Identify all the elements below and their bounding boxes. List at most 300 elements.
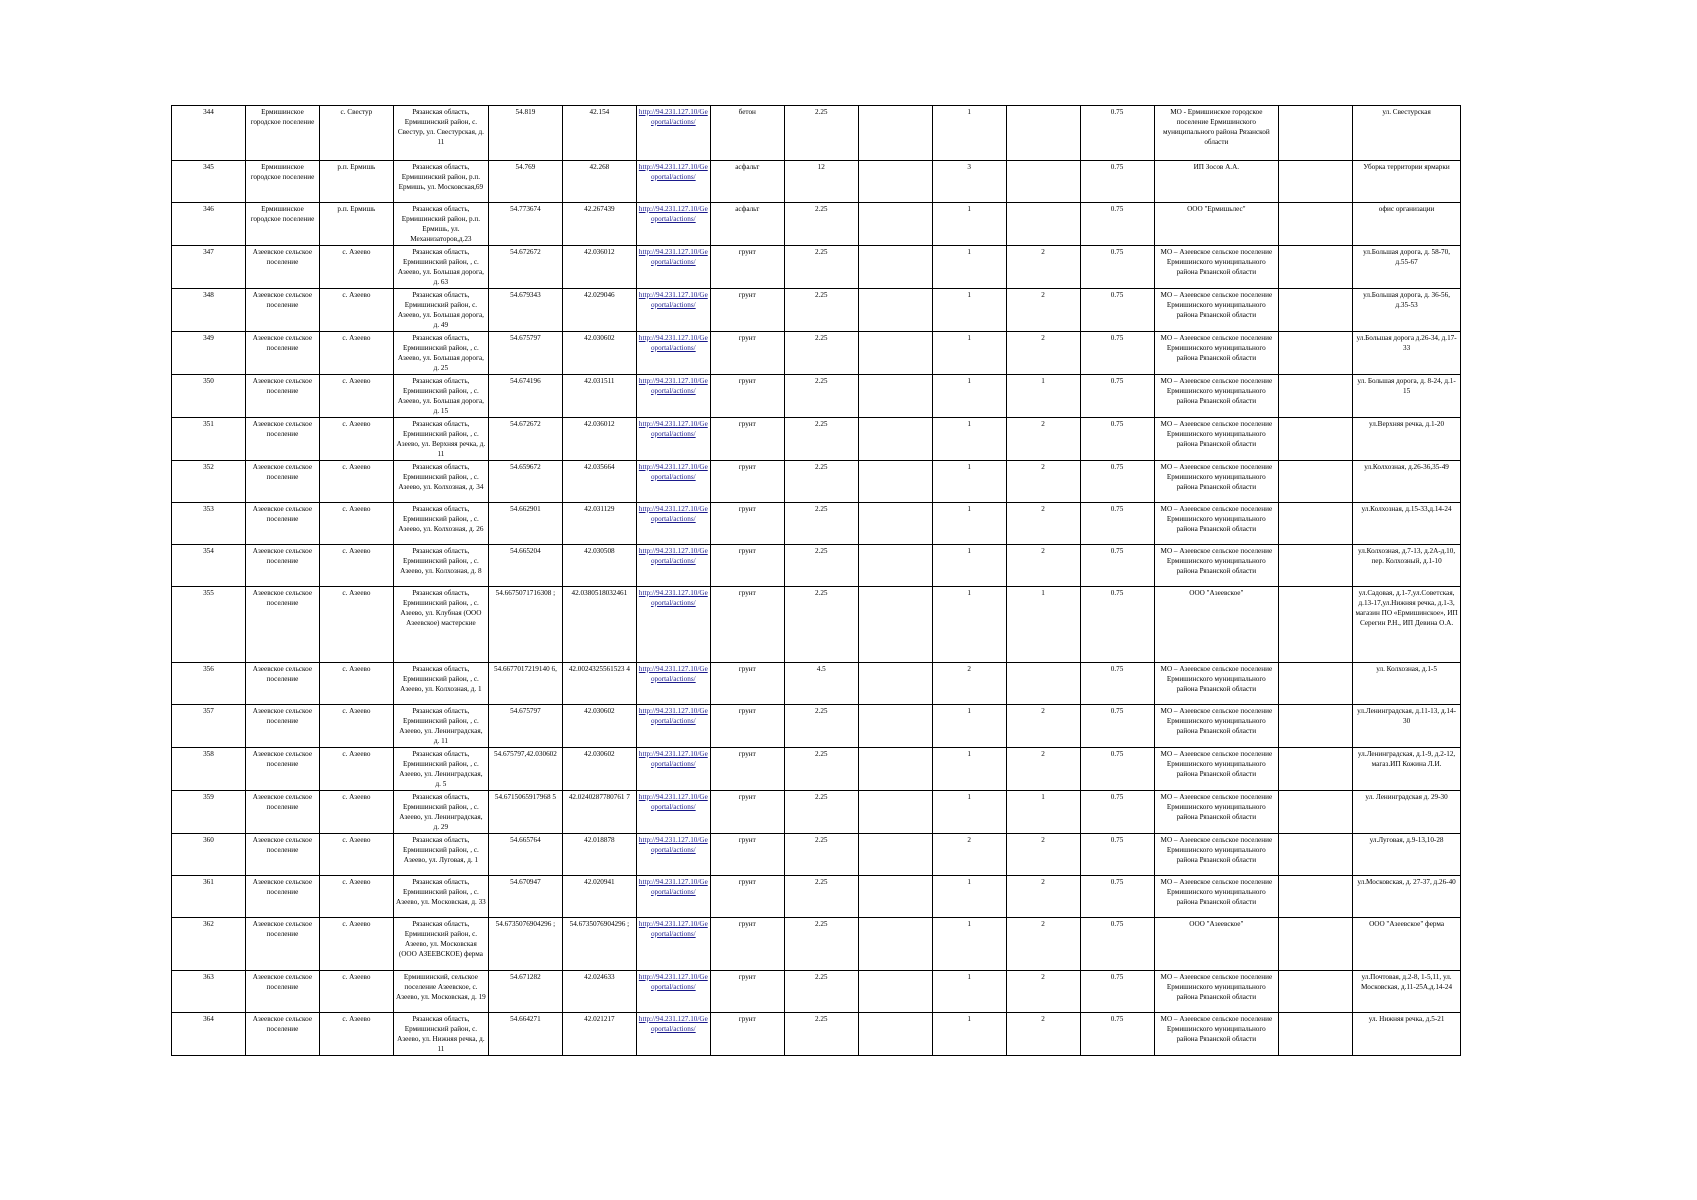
- geoportal-link-cell: [636, 461, 710, 503]
- container-count-cell: 1: [932, 876, 1006, 918]
- longitude-cell: 42.0024325561523 4: [562, 663, 636, 705]
- table-body: [172, 106, 1461, 1056]
- container-count-cell: 1: [932, 289, 1006, 332]
- owner-cell: ООО "Азеевское": [1154, 587, 1279, 663]
- latitude-cell: 54.670947: [488, 876, 562, 918]
- surface-cell: грунт: [710, 332, 784, 375]
- locality-cell: с. Свестур: [319, 106, 393, 161]
- latitude-cell: 54.671282: [488, 971, 562, 1013]
- planned-count-cell: [1006, 663, 1080, 705]
- settlement-cell: Азеевское сельское поселение: [245, 332, 319, 375]
- settlement-cell: Азеевское сельское поселение: [245, 748, 319, 791]
- settlement-cell: Ермишинское городское поселение: [245, 161, 319, 203]
- owner-cell: МО – Азеевское сельское поселение Ермишинского муниципального района Рязанской области: [1154, 876, 1279, 918]
- table-row: [172, 203, 1461, 246]
- extra-cell: [1279, 203, 1353, 246]
- longitude-cell: 42.031129: [562, 503, 636, 545]
- surface-cell: грунт: [710, 971, 784, 1013]
- geoportal-link[interactable]: http://94.231.127.10/Geoportal/actions/: [638, 750, 708, 768]
- surface-cell: грунт: [710, 587, 784, 663]
- settlement-cell: Азеевское сельское поселение: [245, 587, 319, 663]
- volume-cell: 0.75: [1080, 203, 1154, 246]
- planned-count-cell: 2: [1006, 918, 1080, 971]
- row-number: 345: [172, 161, 246, 203]
- table-row: [172, 161, 1461, 203]
- extra-cell: [858, 834, 932, 876]
- container-count-cell: 1: [932, 418, 1006, 461]
- table-row: [172, 503, 1461, 545]
- longitude-cell: 42.036012: [562, 418, 636, 461]
- extra-cell: [1279, 791, 1353, 834]
- owner-cell: МО – Азеевское сельское поселение Ермишинского муниципального района Рязанской области: [1154, 418, 1279, 461]
- surface-cell: грунт: [710, 503, 784, 545]
- longitude-cell: 42.030602: [562, 332, 636, 375]
- planned-count-cell: 2: [1006, 246, 1080, 289]
- table-row: [172, 461, 1461, 503]
- owner-cell: МО – Азеевское сельское поселение Ермишинского муниципального района Рязанской области: [1154, 246, 1279, 289]
- volume-cell: 0.75: [1080, 918, 1154, 971]
- extra-cell: [858, 203, 932, 246]
- latitude-cell: 54.674196: [488, 375, 562, 418]
- row-number: 357: [172, 705, 246, 748]
- surface-cell: грунт: [710, 834, 784, 876]
- extra-cell: [1279, 161, 1353, 203]
- surface-cell: грунт: [710, 791, 784, 834]
- geoportal-link[interactable]: http://94.231.127.10/Geoportal/actions/: [638, 793, 708, 811]
- extra-cell: [858, 246, 932, 289]
- longitude-cell: 42.0240287780761 7: [562, 791, 636, 834]
- extra-cell: [1279, 587, 1353, 663]
- geoportal-link-cell: [636, 791, 710, 834]
- row-number: 352: [172, 461, 246, 503]
- container-count-cell: 1: [932, 246, 1006, 289]
- planned-count-cell: 2: [1006, 971, 1080, 1013]
- surface-cell: грунт: [710, 748, 784, 791]
- source-cell: ул.Большая дорога д.26-34, д.17-33: [1353, 332, 1461, 375]
- table-row: [172, 971, 1461, 1013]
- longitude-cell: 42.031511: [562, 375, 636, 418]
- longitude-cell: 42.154: [562, 106, 636, 161]
- row-number: 344: [172, 106, 246, 161]
- area-cell: 2.25: [784, 461, 858, 503]
- latitude-cell: 54.672672: [488, 418, 562, 461]
- settlement-cell: Азеевское сельское поселение: [245, 971, 319, 1013]
- area-cell: 2.25: [784, 587, 858, 663]
- address-cell: Рязанская область, Ермишинский район, р.п. Ермишь, ул. Московская,69: [393, 161, 488, 203]
- table-row: [172, 246, 1461, 289]
- source-cell: ООО "Азеевское" ферма: [1353, 918, 1461, 971]
- latitude-cell: 54.819: [488, 106, 562, 161]
- extra-cell: [1279, 461, 1353, 503]
- locality-cell: р.п. Ермишь: [319, 203, 393, 246]
- source-cell: ул. Свестурская: [1353, 106, 1461, 161]
- row-number: 358: [172, 748, 246, 791]
- source-cell: Уборка территории ярмарки: [1353, 161, 1461, 203]
- geoportal-link[interactable]: http://94.231.127.10/Geoportal/actions/: [638, 334, 708, 352]
- row-number: 351: [172, 418, 246, 461]
- extra-cell: [858, 663, 932, 705]
- locality-cell: с. Азеево: [319, 971, 393, 1013]
- locality-cell: с. Азеево: [319, 1013, 393, 1056]
- container-count-cell: 1: [932, 1013, 1006, 1056]
- surface-cell: грунт: [710, 418, 784, 461]
- geoportal-link[interactable]: http://94.231.127.10/Geoportal/actions/: [638, 707, 708, 725]
- geoportal-link[interactable]: http://94.231.127.10/Geoportal/actions/: [638, 108, 708, 126]
- address-cell: Рязанская область, Ермишинский район, , с. Азеево, ул. Большая дорога, д. 63: [393, 246, 488, 289]
- source-cell: ул.Садовая, д.1-7,ул.Советская, д.13-17,ул.Нижняя речка, д.1-3, магазин ПО «Ермишинское», ИП Серегин Р.Н., ИП Девина О.А.: [1353, 587, 1461, 663]
- row-number: 346: [172, 203, 246, 246]
- owner-cell: МО – Азеевское сельское поселение Ермишинского муниципального района Рязанской области: [1154, 545, 1279, 587]
- geoportal-link-cell: [636, 289, 710, 332]
- owner-cell: МО – Азеевское сельское поселение Ермишинского муниципального района Рязанской области: [1154, 971, 1279, 1013]
- container-count-cell: 1: [932, 203, 1006, 246]
- owner-cell: ИП Зосов А.А.: [1154, 161, 1279, 203]
- latitude-cell: 54.665764: [488, 834, 562, 876]
- area-cell: 2.25: [784, 418, 858, 461]
- address-cell: Рязанская область, Ермишинский район, с. Свестур, ул. Свестурская, д. 11: [393, 106, 488, 161]
- geoportal-link[interactable]: http://94.231.127.10/Geoportal/actions/: [638, 291, 708, 309]
- locality-cell: с. Азеево: [319, 289, 393, 332]
- locality-cell: с. Азеево: [319, 834, 393, 876]
- row-number: 349: [172, 332, 246, 375]
- table-row: [172, 106, 1461, 161]
- row-number: 347: [172, 246, 246, 289]
- latitude-cell: 54.679343: [488, 289, 562, 332]
- extra-cell: [858, 971, 932, 1013]
- extra-cell: [858, 876, 932, 918]
- settlement-cell: Азеевское сельское поселение: [245, 289, 319, 332]
- address-cell: Рязанская область, Ермишинский район, , с. Азеево, ул. Клубная (ООО Азеевское) мастерские: [393, 587, 488, 663]
- settlement-cell: Азеевское сельское поселение: [245, 246, 319, 289]
- volume-cell: 0.75: [1080, 971, 1154, 1013]
- source-cell: ул.Московская, д. 27-37, д.26-40: [1353, 876, 1461, 918]
- source-cell: ул. Нижняя речка, д.5-21: [1353, 1013, 1461, 1056]
- source-cell: ул.Ленинградская, д.1-9, д.2-12, магаз.ИП Кожина Л.И.: [1353, 748, 1461, 791]
- settlement-cell: Азеевское сельское поселение: [245, 461, 319, 503]
- address-cell: Рязанская область, Ермишинский район, с. Азеево, ул. Московская (ООО АЗЕЕВСКОЕ) ферма: [393, 918, 488, 971]
- surface-cell: грунт: [710, 705, 784, 748]
- longitude-cell: 42.024633: [562, 971, 636, 1013]
- row-number: 350: [172, 375, 246, 418]
- row-number: 360: [172, 834, 246, 876]
- volume-cell: 0.75: [1080, 1013, 1154, 1056]
- geoportal-link-cell: [636, 545, 710, 587]
- latitude-cell: 54.665204: [488, 545, 562, 587]
- planned-count-cell: [1006, 203, 1080, 246]
- extra-cell: [1279, 748, 1353, 791]
- volume-cell: 0.75: [1080, 289, 1154, 332]
- container-count-cell: 1: [932, 918, 1006, 971]
- longitude-cell: 42.030508: [562, 545, 636, 587]
- address-cell: Рязанская область, Ермишинский район, , с. Азеево, ул. Верхняя речка, д. 11: [393, 418, 488, 461]
- latitude-cell: 54.773674: [488, 203, 562, 246]
- settlement-cell: Азеевское сельское поселение: [245, 418, 319, 461]
- planned-count-cell: 2: [1006, 748, 1080, 791]
- geoportal-link[interactable]: http://94.231.127.10/Geoportal/actions/: [638, 547, 708, 565]
- container-count-cell: 1: [932, 503, 1006, 545]
- surface-cell: грунт: [710, 289, 784, 332]
- planned-count-cell: 2: [1006, 834, 1080, 876]
- geoportal-link[interactable]: http://94.231.127.10/Geoportal/actions/: [638, 973, 708, 991]
- geoportal-link[interactable]: http://94.231.127.10/Geoportal/actions/: [638, 205, 708, 223]
- extra-cell: [858, 418, 932, 461]
- area-cell: 2.25: [784, 705, 858, 748]
- container-count-cell: 1: [932, 545, 1006, 587]
- area-cell: 2.25: [784, 748, 858, 791]
- geoportal-link-cell: [636, 418, 710, 461]
- address-cell: Рязанская область, Ермишинский район, , с. Азеево, ул. Ленинградская, д. 11: [393, 705, 488, 748]
- geoportal-link[interactable]: http://94.231.127.10/Geoportal/actions/: [638, 505, 708, 523]
- geoportal-link-cell: [636, 663, 710, 705]
- geoportal-link[interactable]: http://94.231.127.10/Geoportal/actions/: [638, 836, 708, 854]
- latitude-cell: 54.6735076904296 ;: [488, 918, 562, 971]
- area-cell: 2.25: [784, 106, 858, 161]
- container-count-cell: 2: [932, 834, 1006, 876]
- extra-cell: [1279, 106, 1353, 161]
- surface-cell: грунт: [710, 246, 784, 289]
- surface-cell: грунт: [710, 461, 784, 503]
- owner-cell: МО – Азеевское сельское поселение Ермишинского муниципального района Рязанской области: [1154, 748, 1279, 791]
- geoportal-link[interactable]: http://94.231.127.10/Geoportal/actions/: [638, 248, 708, 266]
- source-cell: ул.Луговая, д.9-13,10-28: [1353, 834, 1461, 876]
- locality-cell: с. Азеево: [319, 332, 393, 375]
- settlement-cell: Азеевское сельское поселение: [245, 791, 319, 834]
- geoportal-link[interactable]: http://94.231.127.10/Geoportal/actions/: [638, 377, 708, 395]
- area-cell: 2.25: [784, 289, 858, 332]
- geoportal-link-cell: [636, 203, 710, 246]
- latitude-cell: 54.6677017219140 6,: [488, 663, 562, 705]
- area-cell: 2.25: [784, 503, 858, 545]
- volume-cell: 0.75: [1080, 461, 1154, 503]
- geoportal-link-cell: [636, 375, 710, 418]
- geoportal-link-cell: [636, 161, 710, 203]
- row-number: 361: [172, 876, 246, 918]
- address-cell: Рязанская область, Ермишинский район, , с. Азеево, ул. Ленинградская, д. 29: [393, 791, 488, 834]
- geoportal-link[interactable]: http://94.231.127.10/Geoportal/actions/: [638, 920, 708, 938]
- extra-cell: [1279, 663, 1353, 705]
- extra-cell: [1279, 918, 1353, 971]
- address-cell: Ермишинский, сельское поселение Азеевское, с. Азеево, ул. Московская, д. 19: [393, 971, 488, 1013]
- locality-cell: с. Азеево: [319, 461, 393, 503]
- container-count-cell: 1: [932, 971, 1006, 1013]
- row-number: 354: [172, 545, 246, 587]
- container-count-cell: 1: [932, 748, 1006, 791]
- extra-cell: [858, 587, 932, 663]
- latitude-cell: 54.662901: [488, 503, 562, 545]
- extra-cell: [858, 332, 932, 375]
- planned-count-cell: 2: [1006, 289, 1080, 332]
- volume-cell: 0.75: [1080, 705, 1154, 748]
- extra-cell: [858, 705, 932, 748]
- planned-count-cell: 1: [1006, 791, 1080, 834]
- container-count-cell: 1: [932, 461, 1006, 503]
- settlement-cell: Азеевское сельское поселение: [245, 375, 319, 418]
- source-cell: ул.Колхозная, д.26-36,35-49: [1353, 461, 1461, 503]
- owner-cell: МО – Азеевское сельское поселение Ермишинского муниципального района Рязанской области: [1154, 375, 1279, 418]
- settlement-cell: Азеевское сельское поселение: [245, 918, 319, 971]
- latitude-cell: 54.675797,42.030602: [488, 748, 562, 791]
- table-row: [172, 545, 1461, 587]
- latitude-cell: 54.659672: [488, 461, 562, 503]
- geoportal-link[interactable]: http://94.231.127.10/Geoportal/actions/: [638, 665, 708, 683]
- locality-cell: с. Азеево: [319, 748, 393, 791]
- extra-cell: [1279, 503, 1353, 545]
- row-number: 356: [172, 663, 246, 705]
- owner-cell: МО – Азеевское сельское поселение Ермишинского муниципального района Рязанской области: [1154, 705, 1279, 748]
- address-cell: Рязанская область, Ермишинский район, , с. Азеево, ул. Колхозная, д. 8: [393, 545, 488, 587]
- area-cell: 2.25: [784, 876, 858, 918]
- table-row: [172, 332, 1461, 375]
- source-cell: ул.Верхняя речка, д.1-20: [1353, 418, 1461, 461]
- latitude-cell: 54.672672: [488, 246, 562, 289]
- geoportal-link-cell: [636, 918, 710, 971]
- geoportal-link[interactable]: http://94.231.127.10/Geoportal/actions/: [638, 589, 708, 607]
- extra-cell: [858, 375, 932, 418]
- owner-cell: МО – Азеевское сельское поселение Ермишинского муниципального района Рязанской области: [1154, 663, 1279, 705]
- table-row: [172, 918, 1461, 971]
- longitude-cell: 54.6735076904296 ;: [562, 918, 636, 971]
- longitude-cell: 42.029046: [562, 289, 636, 332]
- locality-cell: с. Азеево: [319, 503, 393, 545]
- volume-cell: 0.75: [1080, 791, 1154, 834]
- planned-count-cell: [1006, 106, 1080, 161]
- longitude-cell: 42.030602: [562, 748, 636, 791]
- area-cell: 2.25: [784, 332, 858, 375]
- area-cell: 2.25: [784, 203, 858, 246]
- source-cell: ул.Большая дорога, д. 36-56, д.35-53: [1353, 289, 1461, 332]
- surface-cell: бетон: [710, 106, 784, 161]
- row-number: 348: [172, 289, 246, 332]
- locality-cell: с. Азеево: [319, 918, 393, 971]
- planned-count-cell: 2: [1006, 1013, 1080, 1056]
- geoportal-link[interactable]: http://94.231.127.10/Geoportal/actions/: [638, 163, 708, 181]
- locality-cell: с. Азеево: [319, 876, 393, 918]
- locality-cell: с. Азеево: [319, 663, 393, 705]
- longitude-cell: 42.268: [562, 161, 636, 203]
- table-row: [172, 375, 1461, 418]
- surface-cell: грунт: [710, 375, 784, 418]
- longitude-cell: 42.267439: [562, 203, 636, 246]
- latitude-cell: 54.675797: [488, 332, 562, 375]
- source-cell: ул. Большая дорога, д. 8-24, д.1-15: [1353, 375, 1461, 418]
- volume-cell: 0.75: [1080, 246, 1154, 289]
- geoportal-link-cell: [636, 106, 710, 161]
- volume-cell: 0.75: [1080, 332, 1154, 375]
- table-row: [172, 663, 1461, 705]
- geoportal-link-cell: [636, 748, 710, 791]
- registry-table: [171, 105, 1461, 1056]
- longitude-cell: 42.035664: [562, 461, 636, 503]
- longitude-cell: 42.0380518032461: [562, 587, 636, 663]
- table-row: [172, 587, 1461, 663]
- geoportal-link-cell: [636, 587, 710, 663]
- surface-cell: грунт: [710, 1013, 784, 1056]
- geoportal-link-cell: [636, 503, 710, 545]
- address-cell: Рязанская область, Ермишинский район, , с. Азеево, ул. Колхозная, д. 34: [393, 461, 488, 503]
- source-cell: ул.Большая дорога, д. 58-70, д.55-67: [1353, 246, 1461, 289]
- locality-cell: с. Азеево: [319, 418, 393, 461]
- extra-cell: [858, 461, 932, 503]
- planned-count-cell: 2: [1006, 705, 1080, 748]
- address-cell: Рязанская область, Ермишинский район, р.п. Ермишь, ул. Механизаторов,д.23: [393, 203, 488, 246]
- owner-cell: МО - Ермишинское городское поселение Ермишинского муниципального района Рязанской области: [1154, 106, 1279, 161]
- area-cell: 2.25: [784, 545, 858, 587]
- container-count-cell: 1: [932, 587, 1006, 663]
- extra-cell: [1279, 289, 1353, 332]
- area-cell: 2.25: [784, 1013, 858, 1056]
- table-row: [172, 834, 1461, 876]
- settlement-cell: Ермишинское городское поселение: [245, 106, 319, 161]
- geoportal-link[interactable]: http://94.231.127.10/Geoportal/actions/: [638, 878, 708, 896]
- longitude-cell: 42.030602: [562, 705, 636, 748]
- surface-cell: грунт: [710, 918, 784, 971]
- settlement-cell: Азеевское сельское поселение: [245, 1013, 319, 1056]
- geoportal-link-cell: [636, 246, 710, 289]
- extra-cell: [1279, 418, 1353, 461]
- geoportal-link-cell: [636, 705, 710, 748]
- surface-cell: асфальт: [710, 161, 784, 203]
- surface-cell: грунт: [710, 663, 784, 705]
- address-cell: Рязанская область, Ермишинский район, , с. Азеево, ул. Московская, д. 33: [393, 876, 488, 918]
- owner-cell: МО – Азеевское сельское поселение Ермишинского муниципального района Рязанской области: [1154, 461, 1279, 503]
- source-cell: офис организации: [1353, 203, 1461, 246]
- geoportal-link[interactable]: http://94.231.127.10/Geoportal/actions/: [638, 1015, 708, 1033]
- extra-cell: [858, 791, 932, 834]
- container-count-cell: 1: [932, 332, 1006, 375]
- address-cell: Рязанская область, Ермишинский район, , с. Азеево, ул. Большая дорога, д. 25: [393, 332, 488, 375]
- geoportal-link[interactable]: http://94.231.127.10/Geoportal/actions/: [638, 463, 708, 481]
- locality-cell: с. Азеево: [319, 587, 393, 663]
- planned-count-cell: 2: [1006, 503, 1080, 545]
- planned-count-cell: 1: [1006, 375, 1080, 418]
- container-count-cell: 1: [932, 705, 1006, 748]
- extra-cell: [858, 545, 932, 587]
- extra-cell: [1279, 545, 1353, 587]
- extra-cell: [1279, 876, 1353, 918]
- container-count-cell: 1: [932, 375, 1006, 418]
- settlement-cell: Азеевское сельское поселение: [245, 545, 319, 587]
- longitude-cell: 42.021217: [562, 1013, 636, 1056]
- owner-cell: ООО "Ермишьлес": [1154, 203, 1279, 246]
- planned-count-cell: [1006, 161, 1080, 203]
- extra-cell: [858, 161, 932, 203]
- volume-cell: 0.75: [1080, 748, 1154, 791]
- row-number: 362: [172, 918, 246, 971]
- locality-cell: с. Азеево: [319, 545, 393, 587]
- surface-cell: грунт: [710, 545, 784, 587]
- owner-cell: МО – Азеевское сельское поселение Ермишинского муниципального района Рязанской области: [1154, 289, 1279, 332]
- extra-cell: [1279, 1013, 1353, 1056]
- planned-count-cell: 2: [1006, 418, 1080, 461]
- planned-count-cell: 2: [1006, 332, 1080, 375]
- geoportal-link[interactable]: http://94.231.127.10/Geoportal/actions/: [638, 420, 708, 438]
- container-count-cell: 1: [932, 791, 1006, 834]
- address-cell: Рязанская область, Ермишинский район, , с. Азеево, ул. Колхозная, д. 26: [393, 503, 488, 545]
- table-row: [172, 418, 1461, 461]
- volume-cell: 0.75: [1080, 418, 1154, 461]
- table-row: [172, 1013, 1461, 1056]
- address-cell: Рязанская область, Ермишинский район, , с. Азеево, ул. Большая дорога, д. 15: [393, 375, 488, 418]
- longitude-cell: 42.036012: [562, 246, 636, 289]
- volume-cell: 0.75: [1080, 876, 1154, 918]
- row-number: 355: [172, 587, 246, 663]
- owner-cell: МО – Азеевское сельское поселение Ермишинского муниципального района Рязанской области: [1154, 791, 1279, 834]
- source-cell: ул.Колхозная, д.7-13, д.2А-д.10, пер. Колхозный, д.1-10: [1353, 545, 1461, 587]
- source-cell: ул.Почтовая, д.2-8, 1-5,11, ул. Московская, д.11-25А,д.14-24: [1353, 971, 1461, 1013]
- extra-cell: [858, 918, 932, 971]
- planned-count-cell: 2: [1006, 545, 1080, 587]
- latitude-cell: 54.6715065917968 5: [488, 791, 562, 834]
